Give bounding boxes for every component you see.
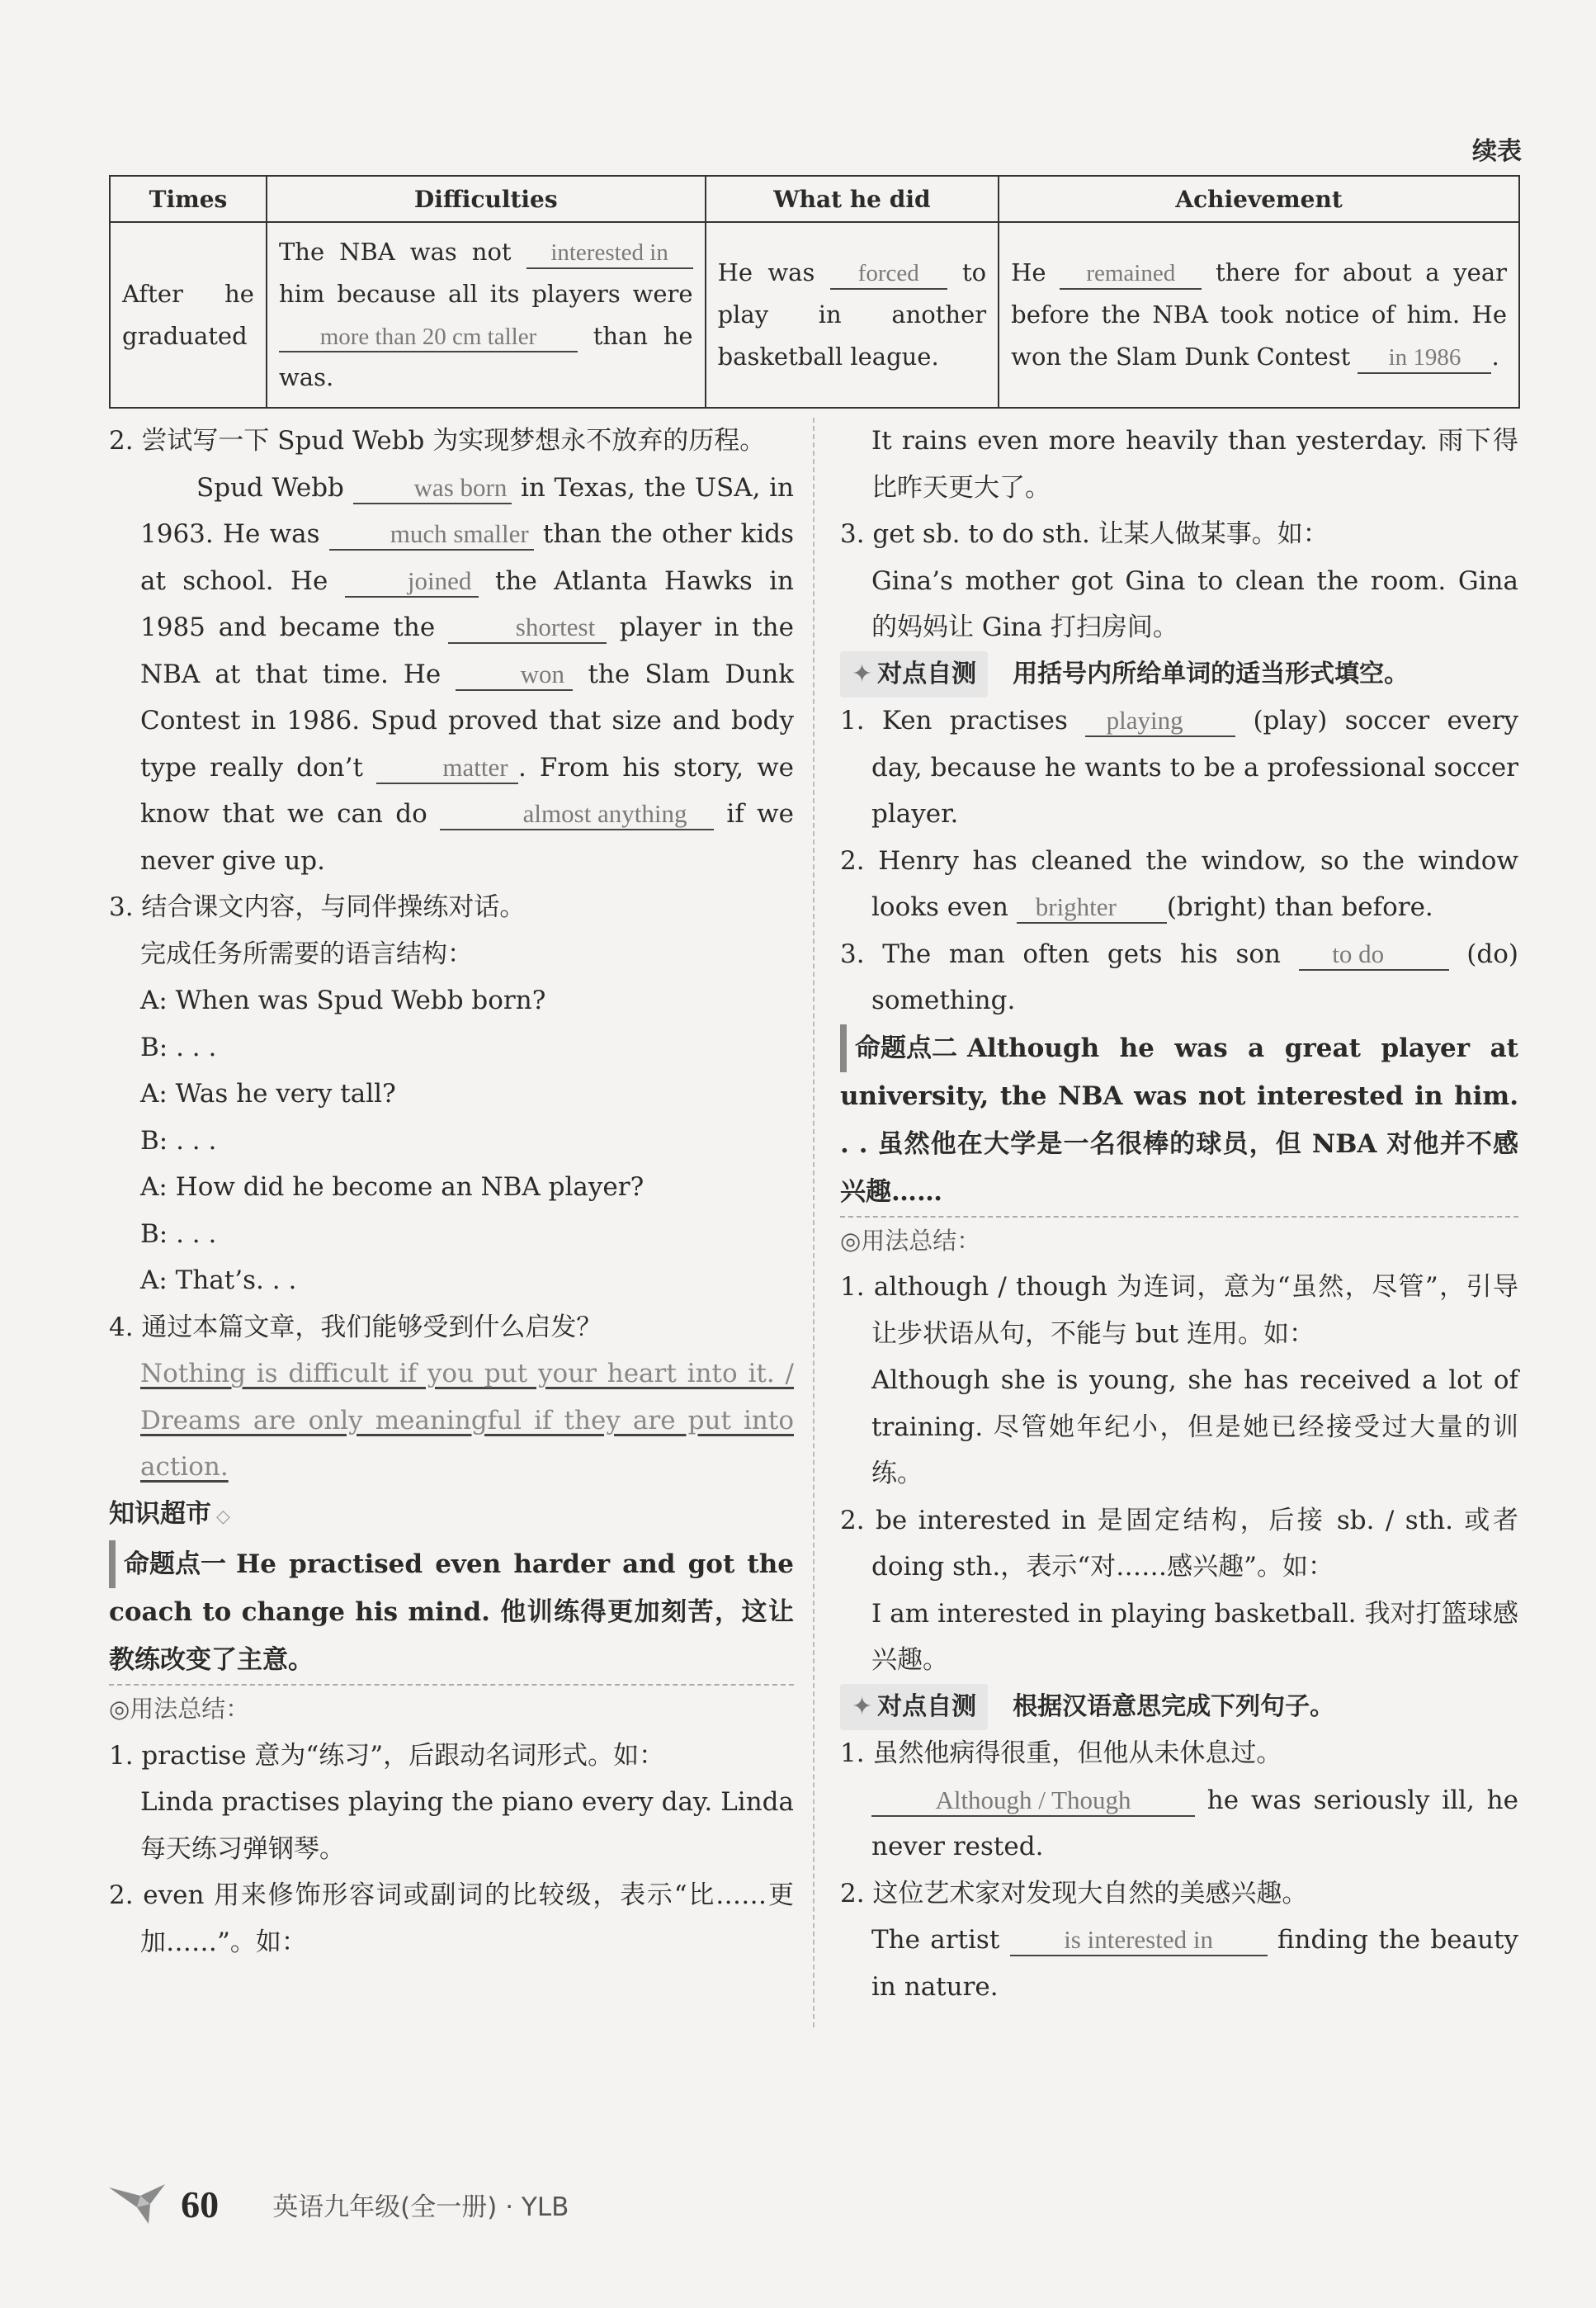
usage-item: 1. practise 意为“练习”，后跟动名词形式。如： bbox=[109, 1740, 665, 1771]
table-header-row bbox=[110, 176, 1519, 222]
self-test-1: ✦ 对点自测 用括号内所给单词的适当形式填空。 bbox=[840, 651, 1518, 698]
bird-logo-icon bbox=[107, 2179, 167, 2229]
translation-answer: Although / Though he was seriously ill, he never rested. bbox=[871, 1785, 1518, 1861]
answer-blank: Although / Though bbox=[871, 1785, 1195, 1817]
section-title: 知识超市 ◇ bbox=[109, 1498, 230, 1529]
answer-blank: playing bbox=[1085, 705, 1235, 737]
answer-blank: to do bbox=[1299, 939, 1449, 971]
dialogue-line: A: That’s. . . bbox=[140, 1265, 297, 1295]
dialogue-line: A: Was he very tall? bbox=[140, 1079, 396, 1109]
cell-difficulties: The NBA was not interested in him because all its players were more than 20 cm taller than he was. bbox=[267, 222, 706, 408]
question-3-title: 3. 结合课文内容，与同伴操练对话。 bbox=[109, 892, 526, 922]
answer-blank: in 1986 bbox=[1358, 343, 1491, 374]
story-table bbox=[109, 175, 1520, 409]
translation-item: 2. 这位艺术家对发现大自然的美感兴趣。 bbox=[840, 1878, 1308, 1908]
point-1: 命题点一 He practised even harder and got the coach to change his mind. 他训练得更加刻苦，这让教练改变了主意。 bbox=[109, 1540, 794, 1686]
usage-label: ◎用法总结： bbox=[840, 1226, 981, 1255]
right-column bbox=[840, 418, 1518, 2010]
diamond-arrow-icon: ◇ bbox=[216, 1506, 230, 1527]
answer-blank: more than 20 cm taller bbox=[279, 323, 578, 353]
answer-blank: joined bbox=[345, 565, 479, 598]
page-footer bbox=[107, 2179, 569, 2245]
star-icon: ✦ bbox=[852, 659, 873, 688]
dialogue-line: B: . . . bbox=[140, 1218, 217, 1249]
usage-example: Gina’s mother got Gina to clean the room. Gina 的妈妈让 Gina 打扫房间。 bbox=[871, 565, 1518, 642]
answer-blank: almost anything bbox=[440, 798, 714, 830]
translation-item: 1. 虽然他病得很重，但他从未休息过。 bbox=[840, 1738, 1282, 1768]
usage-item: 2. even 用来修饰形容词或副词的比较级，表示“比……更加……”。如： bbox=[109, 1880, 794, 1957]
question-2-body: Spud Webb was born in Texas, the USA, in 1963. He was much smaller than the other kids at school. He joined the Atlanta Hawks in 1985 and became the shortest player in the NBA at that time. He won the Slam Dunk Contest in 1986. Spud proved that size and body type really don’t matter . From his story, we know that we can do almost anything if we never give up. bbox=[140, 472, 795, 876]
cell-what-he-did: He was forced to play in another basketball league. bbox=[706, 222, 999, 408]
answer-blank: brighter bbox=[1017, 892, 1167, 924]
usage-example: Linda practises playing the piano every day. Linda 每天练习弹钢琴。 bbox=[140, 1787, 794, 1864]
usage-item: 1. although / though 为连词，意为“虽然，尽管”，引导让步状语从句，不能与 but 连用。如： bbox=[840, 1272, 1518, 1349]
table-header: What he did bbox=[706, 176, 999, 222]
answer-blank: matter bbox=[376, 752, 518, 784]
table-header: Times bbox=[110, 176, 267, 222]
dialogue-line: B: . . . bbox=[140, 1125, 217, 1156]
question-2-title: 2. 尝试写一下 Spud Webb 为实现梦想永不放弃的历程。 bbox=[109, 426, 766, 456]
answer-blank: is interested in bbox=[1010, 1924, 1268, 1956]
continued-label: 续表 bbox=[1472, 137, 1522, 166]
column-divider bbox=[813, 418, 815, 2027]
answer-blank: won bbox=[456, 659, 573, 691]
answer-blank: much smaller bbox=[329, 518, 534, 551]
exercise-item: 2. Henry has cleaned the window, so the window looks even brighter (bright) than before. bbox=[840, 838, 1518, 931]
cell-achievement: He remained there for about a year before the NBA took notice of him. He won the Slam Dunk Contest in 1986 . bbox=[999, 222, 1519, 408]
point-tag: 命题点一 bbox=[109, 1540, 226, 1588]
usage-label: ◎用法总结： bbox=[109, 1695, 250, 1723]
question-4-title: 4. 通过本篇文章，我们能够受到什么启发？ bbox=[109, 1312, 602, 1342]
answer-blank: remained bbox=[1060, 259, 1202, 290]
usage-example: I am interested in playing basketball. 我对打篮球感兴趣。 bbox=[871, 1598, 1518, 1675]
page-number: 60 bbox=[181, 2183, 220, 2225]
table-header: Difficulties bbox=[267, 176, 706, 222]
self-test-badge: ✦ 对点自测 bbox=[840, 651, 988, 698]
point-2: 命题点二 Although he was a great player at university, the NBA was not interested in him. . . 虽然他在大学是一名很棒的球员，但 NBA 对他并不感兴趣…… bbox=[840, 1024, 1518, 1218]
question-4-answer: Nothing is difficult if you put your heart into it. / Dreams are only meaningful if they are put into action. bbox=[140, 1359, 794, 1482]
exercise-item: 3. The man often gets his son to do (do) something. bbox=[840, 939, 1518, 1015]
usage-item: 3. get sb. to do sth. 让某人做某事。如： bbox=[840, 519, 1329, 549]
usage-item: 2. be interested in 是固定结构，后接 sb. / sth. 或者 doing sth.，表示“对……感兴趣”。如： bbox=[840, 1505, 1518, 1582]
self-test-2: ✦ 对点自测 根据汉语意思完成下列句子。 bbox=[840, 1684, 1518, 1731]
self-test-badge: ✦ 对点自测 bbox=[840, 1684, 988, 1731]
dialogue-line: A: How did he become an NBA player? bbox=[140, 1172, 645, 1202]
cell-times: After he graduated bbox=[110, 222, 267, 408]
dialogue-line: B: . . . bbox=[140, 1032, 217, 1062]
star-icon: ✦ bbox=[852, 1691, 873, 1721]
usage-example: Although she is young, she has received a lot of training. 尽管她年纪小，但是她已经接受过大量的训练。 bbox=[871, 1365, 1518, 1488]
translation-answer: The artist is interested in finding the beauty in nature. bbox=[871, 1925, 1519, 2002]
point-tag: 命题点二 bbox=[840, 1024, 957, 1072]
answer-blank: shortest bbox=[448, 612, 607, 644]
table-header: Achievement bbox=[999, 176, 1519, 222]
answer-blank: forced bbox=[830, 259, 947, 290]
dialogue-line: A: When was Spud Webb born? bbox=[140, 986, 546, 1015]
answer-blank: interested in bbox=[526, 239, 693, 269]
left-column bbox=[109, 418, 794, 1965]
usage-example: It rains even more heavily than yesterday. 雨下得比昨天更大了。 bbox=[871, 426, 1518, 503]
exercise-item: 1. Ken practises playing (play) soccer every day, because he wants to be a professional soccer player. bbox=[840, 706, 1518, 829]
answer-blank: was born bbox=[353, 472, 512, 504]
table-row bbox=[110, 222, 1519, 408]
question-3-sub: 完成任务所需要的语言结构： bbox=[140, 939, 473, 969]
book-title: 英语九年级(全一册) · YLB bbox=[272, 2192, 569, 2222]
